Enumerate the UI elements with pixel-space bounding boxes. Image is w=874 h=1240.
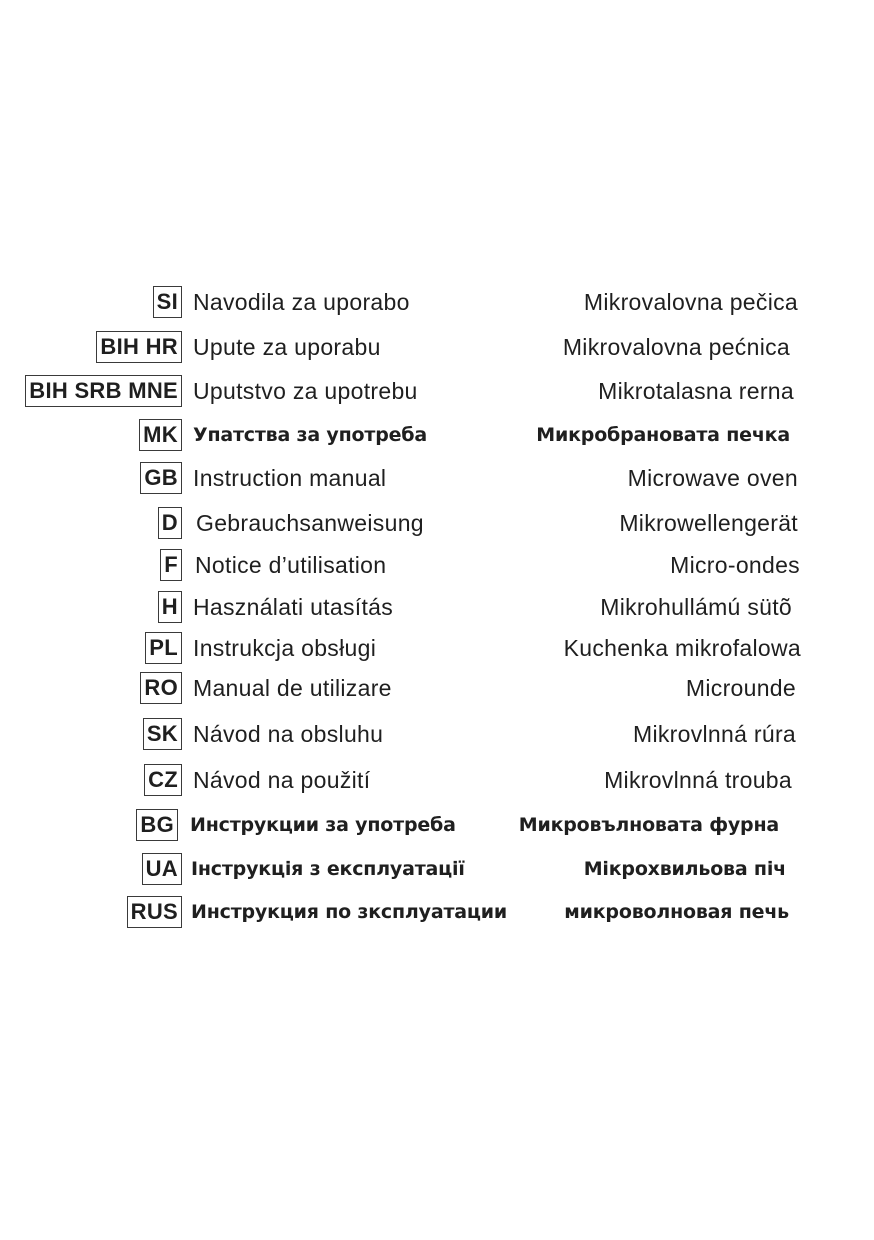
product-name: Microwave oven (627, 465, 798, 491)
language-row-si (0, 286, 874, 326)
product-name: Mikrohullámú sütõ (600, 594, 792, 620)
manual-title: Инструкция по зксплуатации (191, 901, 507, 923)
language-code: BIH HR (96, 331, 182, 363)
language-code: D (158, 507, 182, 539)
language-code: GB (140, 462, 182, 494)
language-row-bih-srb-mne (0, 375, 874, 415)
manual-title: Upute za uporabu (193, 334, 381, 360)
product-name: Microunde (685, 675, 796, 701)
manual-title: Návod na použití (193, 767, 371, 793)
language-row-d (0, 507, 874, 547)
manual-title: Instrukcja obsługi (193, 635, 377, 661)
language-code: MK (139, 419, 182, 451)
product-name: Mikrovlnná rúra (633, 721, 796, 747)
language-row-h (0, 591, 874, 631)
manual-title: Gebrauchsanweisung (196, 510, 424, 536)
language-row-bg (0, 809, 874, 849)
manual-title: Návod na obsluhu (193, 721, 384, 747)
language-code: RUS (127, 896, 182, 928)
language-code: BG (136, 809, 178, 841)
product-name: Mikrotalasna rerna (598, 378, 794, 404)
product-name: Мікрохвильова піч (583, 858, 786, 880)
language-row-ua (0, 853, 874, 893)
product-name: Mikrowellengerät (619, 510, 798, 536)
product-name: Mikrovalovna pečica (583, 289, 798, 315)
language-row-gb (0, 462, 874, 502)
language-code: F (160, 549, 182, 581)
language-row-sk (0, 718, 874, 758)
product-name: Микробрановата печка (536, 424, 790, 446)
language-row-bih-hr (0, 331, 874, 371)
language-code: SI (153, 286, 182, 318)
product-name: микроволновая печь (564, 901, 789, 923)
language-code: RO (140, 672, 182, 704)
manual-title: Használati utasítás (193, 594, 394, 620)
manual-title: Інструкція з експлуатації (191, 858, 465, 880)
manual-title: Упатства за употреба (193, 424, 427, 446)
language-code: PL (145, 632, 182, 664)
product-name: Kuchenka mikrofalowa (563, 635, 801, 661)
language-code: UA (142, 853, 182, 885)
manual-title: Notice d’utilisation (195, 552, 387, 578)
language-row-ro (0, 672, 874, 712)
manual-title: Navodila za uporabo (193, 289, 410, 315)
language-row-cz (0, 764, 874, 804)
language-code: CZ (144, 764, 182, 796)
manual-title: Instruction manual (193, 465, 387, 491)
language-row-mk (0, 419, 874, 459)
product-name: Микровълновата фурна (518, 814, 779, 836)
product-name: Micro-ondes (670, 552, 800, 578)
manual-title: Инструкции за употреба (190, 814, 456, 836)
language-row-rus (0, 896, 874, 936)
product-name: Mikrovalovna pećnica (562, 334, 790, 360)
language-row-f (0, 549, 874, 589)
language-row-pl (0, 632, 874, 672)
product-name: Mikrovlnná trouba (604, 767, 792, 793)
language-code: BIH SRB MNE (25, 375, 182, 407)
language-code: H (158, 591, 182, 623)
manual-title: Uputstvo za upotrebu (193, 378, 418, 404)
manual-title: Manual de utilizare (193, 675, 392, 701)
language-code: SK (143, 718, 182, 750)
